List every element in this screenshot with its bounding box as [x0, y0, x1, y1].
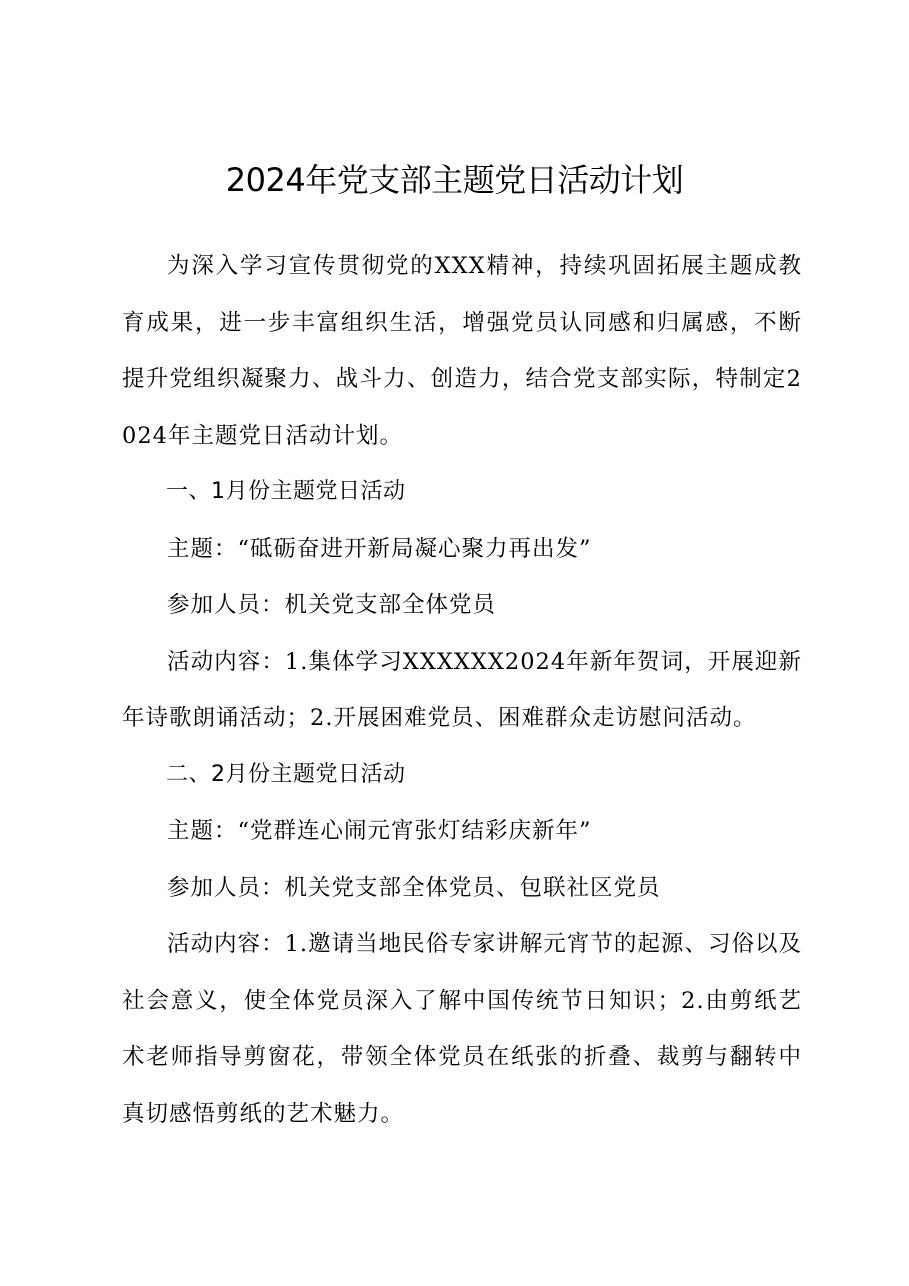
- section-content: 活动内容：1.邀请当地民俗专家讲解元宵节的起源、习俗以及社会意义，使全体党员深入了解中国传统节日知识；2.由剪纸艺术老师指导剪窗花，带领全体党员在纸张的折叠、裁剪与翻转中真切感悟剪纸的艺术魅力。: [122, 931, 802, 1127]
- intro-paragraph: 为深入学习宣传贯彻党的XXX精神，持续巩固拓展主题成教育成果，进一步丰富组织生活，增强党员认同感和归属感，不断提升党组织凝聚力、战斗力、创造力，结合党支部实际，特制定2024年主题党日活动计划。: [122, 253, 802, 449]
- section-theme: 主题：“党群连心闹元宵张灯结彩庆新年”: [167, 818, 592, 844]
- section-content: 活动内容：1.集体学习XXXXXX2024年新年贺词，开展迎新年诗歌朗诵活动；2.开展困难党员、困难群众走访慰问活动。: [122, 648, 802, 731]
- section-heading: 二、2月份主题党日活动: [166, 761, 406, 787]
- document-body: [122, 238, 802, 1142]
- section-february: [122, 747, 802, 1143]
- section-theme: 主题：“砥砺奋进开新局凝心聚力再出发”: [167, 535, 592, 562]
- section-participants: 参加人员：机关党支部全体党员、包联社区党员: [167, 874, 661, 901]
- section-participants: 参加人员：机关党支部全体党员: [167, 592, 497, 618]
- section-heading: 一、1月份主题党日活动: [166, 479, 406, 504]
- section-january: [122, 464, 802, 747]
- document-title: 2024年党支部主题党日活动计划: [225, 161, 684, 199]
